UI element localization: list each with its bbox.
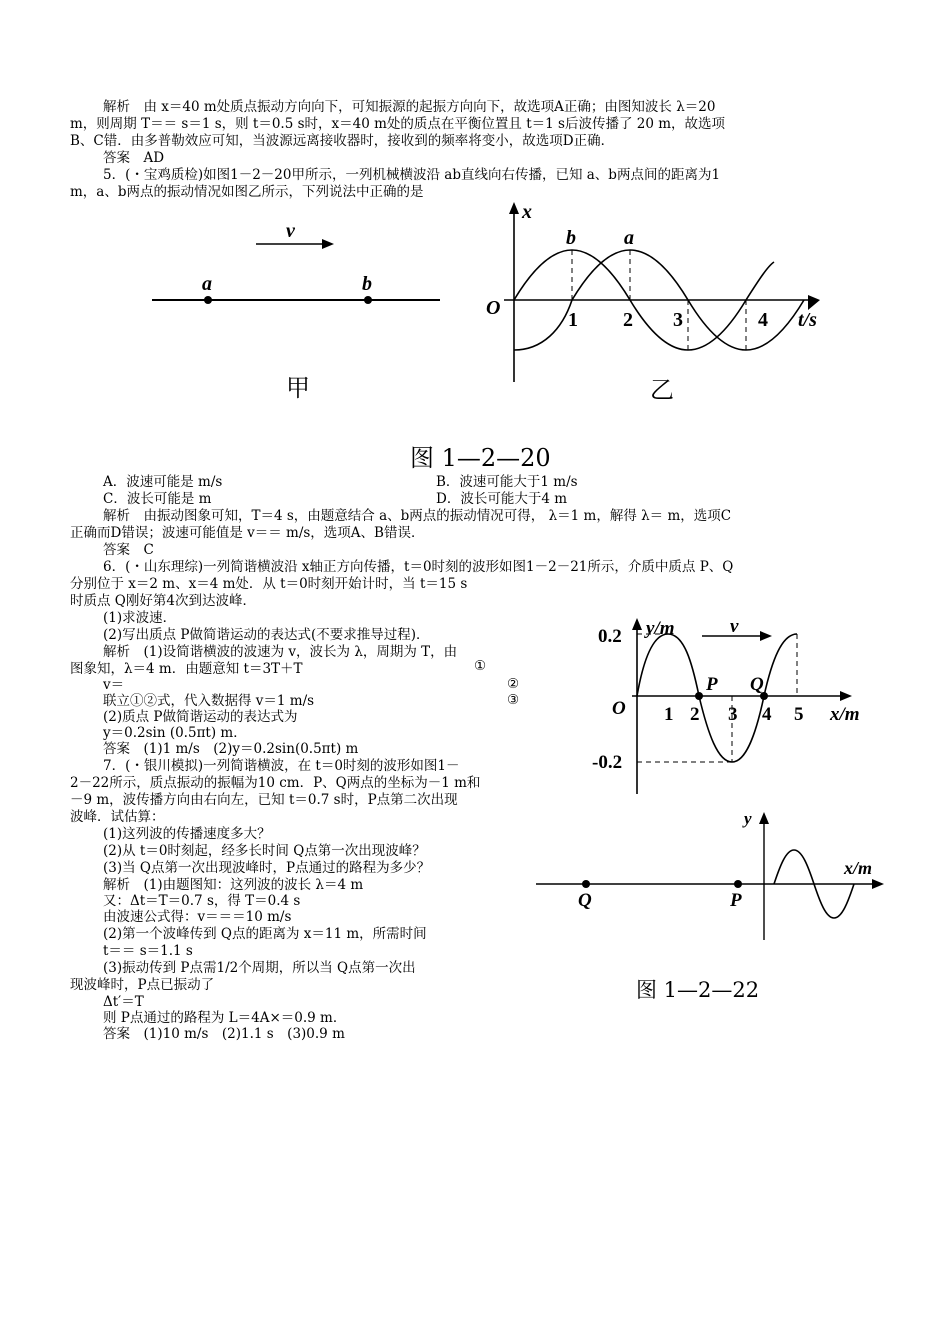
text-line: 由波速公式得：v＝＝＝10 m/s (103, 909, 292, 925)
origin-label: O (612, 698, 626, 719)
point-q-label: Q (750, 674, 764, 695)
point-a-label: a (202, 273, 212, 295)
point-p-label: P (706, 674, 718, 695)
option-a: A．波速可能是 m/s (103, 474, 223, 490)
text-line: m，a、b两点的振动情况如图乙所示，下列说法中正确的是 (70, 184, 424, 200)
text-line: 则 P点通过的路程为 L＝4A×＝0.9 m． (103, 1010, 347, 1026)
tick-label: 3 (673, 309, 683, 331)
figure-1-2-21 (592, 612, 882, 800)
velocity-label: v (286, 220, 295, 242)
equation-marker: ③ (507, 692, 520, 708)
figure-1-2-20-yi (480, 198, 850, 410)
x-tick-label: 3 (728, 704, 738, 725)
text-line: 解析 由振动图象可知，T＝4 s，由题意结合 a、b两点的振动情况可得， λ＝1 m，解得 λ＝ m，选项C (103, 508, 732, 524)
text-line: (2)质点 P做简谐运动的表达式为 (103, 709, 298, 725)
question-7: 7．(・银川模拟)一列简谐横波，在 t＝0时刻的波形如图1－ (103, 758, 460, 774)
text-line: B、C错．由多普勒效应可知，当波源远离接收器时，接收到的频率将变小，故选项D正确． (70, 133, 615, 149)
y-tick-label: 0.2 (598, 626, 622, 647)
text-line: 联立①②式，代入数据得 v＝1 m/s (103, 693, 315, 709)
y-axis-label: x (522, 201, 532, 223)
point-a-label: a (624, 227, 634, 249)
answer-line: 答案 C (103, 542, 154, 558)
text-line: (2)写出质点 P做简谐运动的表达式(不要求推导过程)． (103, 627, 430, 643)
text-line: Δt′＝T (103, 994, 144, 1010)
tick-label: 2 (623, 309, 633, 331)
text-line: (3)当 Q点第一次出现波峰时，P点通过的路程为多少？ (103, 860, 431, 876)
text-line: 解析 (1)由题图知：这列波的波长 λ＝4 m (103, 877, 364, 893)
text-line: (3)振动传到 P点需1/2个周期，所以当 Q点第一次出 (103, 960, 416, 976)
question-6: 6．(・山东理综)一列简谐横波沿 x轴正方向传播，t＝0时刻的波形如图1－2－21所示，介质中质点 P、Q (103, 559, 734, 575)
text-line: m，则周期 T＝＝ s＝1 s，则 t＝0.5 s时，x＝40 m处的质点在平衡位置且 t＝1 s后波传播了 20 m，故选项 (70, 116, 725, 132)
figure-1-2-20-jia (150, 212, 450, 412)
x-axis-label: x/m (830, 704, 860, 725)
option-b: B．波速可能大于1 m/s (436, 474, 578, 490)
tick-label: 4 (758, 309, 768, 331)
option-c: C．波长可能是 m (103, 491, 212, 507)
y-tick-label: -0.2 (592, 752, 623, 773)
point-p-label: P (730, 890, 742, 911)
origin-label: O (486, 297, 501, 319)
text-line: (1)这列波的传播速度多大？ (103, 826, 271, 842)
x-tick-label: 4 (762, 704, 772, 725)
text-line: 现波峰时，P点已振动了 (70, 977, 215, 993)
text-line: －9 m，波传播方向由右向左，已知 t＝0.7 s时，P点第二次出现 (70, 792, 458, 808)
text-line: (2)第一个波峰传到 Q点的距离为 x＝11 m，所需时间 (103, 926, 427, 942)
equation-marker: ② (507, 676, 520, 692)
figure-caption: 图 1—2—22 (636, 978, 760, 1002)
text-line: 又：Δt＝T＝0.7 s，得 T＝0.4 s (103, 893, 301, 909)
y-axis-label: y/m (646, 618, 675, 639)
figure-caption: 图 1—2—20 (410, 444, 551, 472)
point-q-label: Q (578, 890, 592, 911)
point-b-label: b (566, 227, 576, 249)
text-line: 分别位于 x＝2 m、x＝4 m处．从 t＝0时刻开始计时，当 t＝15 s (70, 576, 468, 592)
text-line: 正确而D错误；波速可能值是 v＝＝ m/s，选项A、B错误． (70, 525, 425, 541)
text-line: t＝＝ s＝1.1 s (103, 943, 193, 959)
text-line: 解析 (1)设简谐横波的波速为 v，波长为 λ，周期为 T，由 (103, 644, 458, 660)
x-tick-label: 5 (794, 704, 804, 725)
option-d: D．波长可能大于4 m (436, 491, 568, 507)
x-tick-label: 1 (664, 704, 674, 725)
question-5: 5．(・宝鸡质检)如图1－2－20甲所示，一列机械横波沿 ab直线向右传播，已知 a、b两点间的距离为1 (103, 167, 721, 183)
point-b-label: b (362, 273, 372, 295)
text-line: v＝ (103, 677, 125, 693)
text-line: 波峰．试估算： (70, 809, 165, 825)
answer-line: 答案 AD (103, 150, 165, 166)
text-line: 解析 由 x＝40 m处质点振动方向向下，可知振源的起振方向向下，故选项A正确；由图知波长 λ＝20 (103, 99, 716, 115)
answer-line: 答案 (1)10 m/s (2)1.1 s (3)0.9 m (103, 1026, 345, 1042)
answer-line: 答案 (1)1 m/s (2)y＝0.2sin(0.5πt) m (103, 741, 359, 757)
text-line: (2)从 t＝0时刻起，经多长时间 Q点第一次出现波峰？ (103, 843, 426, 859)
figure-label-yi: 乙 (650, 378, 674, 404)
text-line: 时质点 Q刚好第4次到达波峰． (70, 593, 256, 609)
text-line: (1)求波速． (103, 610, 177, 626)
text-line: 2－22所示，质点振动的振幅为10 cm．P、Q两点的坐标为－1 m和 (70, 775, 481, 791)
equation-marker: ① (474, 658, 487, 674)
figure-label-jia: 甲 (286, 376, 310, 402)
text-line: y＝0.2sin (0.5πt) m． (103, 725, 247, 741)
x-axis-label: t/s (798, 309, 817, 331)
y-axis-label: y (744, 809, 752, 828)
x-tick-label: 2 (690, 704, 700, 725)
velocity-label: v (730, 616, 739, 637)
figure-1-2-22 (532, 806, 888, 946)
x-axis-label: x/m (844, 858, 873, 878)
text-line: 图象知，λ＝4 m．由题意知 t＝3T＋T (70, 661, 303, 677)
tick-label: 1 (568, 309, 578, 331)
